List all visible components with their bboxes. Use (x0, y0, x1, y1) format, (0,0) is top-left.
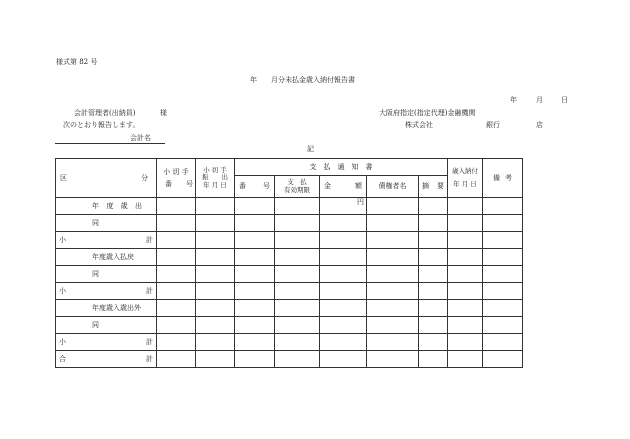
cell-kingaku[interactable] (320, 317, 367, 334)
header-kingaku: 金 額 (320, 176, 367, 198)
cell-bango[interactable] (235, 317, 275, 334)
cell-biko[interactable] (483, 249, 523, 266)
cell-kingaku[interactable] (320, 232, 367, 249)
cell-yuko-kigen[interactable] (275, 300, 320, 317)
cell-kingaku[interactable] (320, 334, 367, 351)
cell-biko[interactable] (483, 232, 523, 249)
bank-label: 銀行 (486, 121, 500, 129)
institution-label: 大阪府指定(指定代理)金融機関 (379, 109, 476, 117)
header-nofu-date: 歳入納付 年 月 日 (448, 159, 483, 198)
cell-kogitte-date[interactable] (196, 334, 235, 351)
cell-yuko-kigen[interactable] (275, 232, 320, 249)
cell-biko[interactable] (483, 300, 523, 317)
cell-nofu-date[interactable] (448, 198, 483, 215)
cell-biko[interactable] (483, 317, 523, 334)
cell-kingaku[interactable] (320, 351, 367, 368)
row-label: 合 計 (56, 351, 157, 368)
ki-label: 記 (307, 145, 314, 153)
cell-kogitte-date[interactable] (196, 283, 235, 300)
cell-kogitte-bango[interactable] (157, 283, 196, 300)
cell-nofu-date[interactable] (448, 215, 483, 232)
cell-saikensha[interactable] (367, 283, 419, 300)
cell-kogitte-date[interactable] (196, 317, 235, 334)
account-name-underline (55, 143, 165, 144)
cell-bango[interactable] (235, 232, 275, 249)
cell-kogitte-date[interactable] (196, 249, 235, 266)
cell-kogitte-bango[interactable] (157, 334, 196, 351)
cell-bango[interactable] (235, 334, 275, 351)
cell-bango[interactable] (235, 249, 275, 266)
cell-kingaku-yen[interactable] (320, 198, 367, 215)
cell-nofu-date[interactable] (448, 266, 483, 283)
row-label: 年度歳入歳出外 (56, 300, 157, 317)
cell-saikensha[interactable] (367, 215, 419, 232)
cell-bango[interactable] (235, 266, 275, 283)
body-text: 次のとおり報告します。 (63, 121, 140, 129)
table-row (56, 232, 591, 249)
cell-saikensha[interactable] (367, 249, 419, 266)
cell-kogitte-date[interactable] (196, 232, 235, 249)
cell-kogitte-bango[interactable] (157, 198, 196, 215)
table-row (56, 198, 591, 215)
cell-nofu-date[interactable] (448, 334, 483, 351)
cell-kingaku[interactable] (320, 249, 367, 266)
cell-nofu-date[interactable] (448, 300, 483, 317)
date-month-label: 月 (536, 96, 543, 104)
cell-nofu-date[interactable] (448, 351, 483, 368)
cell-tekiyo[interactable] (419, 215, 448, 232)
table-row (56, 266, 591, 283)
table-row (56, 351, 591, 368)
cell-kingaku[interactable] (320, 266, 367, 283)
cell-yuko-kigen[interactable] (275, 317, 320, 334)
header-bango: 番 号 (235, 176, 275, 198)
cell-tekiyo[interactable] (419, 198, 448, 215)
table-row (56, 215, 591, 232)
cell-nofu-date[interactable] (448, 283, 483, 300)
cell-kingaku[interactable] (320, 300, 367, 317)
cell-kogitte-date[interactable] (196, 198, 235, 215)
cell-saikensha[interactable] (367, 232, 419, 249)
cell-tekiyo[interactable] (419, 266, 448, 283)
table-row (56, 317, 591, 334)
cell-bango[interactable] (235, 300, 275, 317)
cell-tekiyo[interactable] (419, 249, 448, 266)
cell-tekiyo[interactable] (419, 317, 448, 334)
addressee-officer: 会計管理者(出納員) (74, 109, 136, 117)
date-day-label: 日 (561, 96, 568, 104)
header-saikensha: 債権者名 (367, 176, 419, 198)
header-tekiyo: 摘 要 (419, 176, 448, 198)
cell-saikensha[interactable] (367, 351, 419, 368)
cell-tekiyo[interactable] (419, 351, 448, 368)
cell-kogitte-bango[interactable] (157, 351, 196, 368)
account-name-label: 会計名 (130, 134, 151, 142)
cell-saikensha[interactable] (367, 334, 419, 351)
cell-kogitte-bango[interactable] (157, 249, 196, 266)
row-label: 年度歳入払戻 (56, 249, 157, 266)
row-label: 同 (56, 266, 157, 283)
cell-biko[interactable] (483, 215, 523, 232)
cell-saikensha[interactable] (367, 300, 419, 317)
cell-bango[interactable] (235, 283, 275, 300)
cell-kingaku[interactable] (320, 215, 367, 232)
cell-nofu-date[interactable] (448, 317, 483, 334)
cell-nofu-date[interactable] (448, 232, 483, 249)
cell-kogitte-date[interactable] (196, 300, 235, 317)
cell-kogitte-bango[interactable] (157, 300, 196, 317)
header-shiharai-tsuchisho: 支 払 通 知 書 (235, 159, 448, 176)
table-row (56, 249, 591, 266)
header-kogitte-date: 小 切 手 振 出 年 月 日 (196, 159, 235, 198)
branch-label: 店 (536, 121, 543, 129)
company-prefix: 株式会社 (405, 121, 433, 129)
cell-yuko-kigen[interactable] (275, 198, 320, 215)
cell-biko[interactable] (483, 334, 523, 351)
row-label: 同 (56, 317, 157, 334)
cell-biko[interactable] (483, 266, 523, 283)
cell-kogitte-bango[interactable] (157, 317, 196, 334)
header-kogitte-bango: 小 切 手 番 号 (157, 159, 196, 198)
yen-unit: 円 (357, 198, 364, 206)
cell-yuko-kigen[interactable] (275, 249, 320, 266)
report-table (55, 158, 591, 368)
cell-biko[interactable] (483, 283, 523, 300)
row-label: 同 (56, 215, 157, 232)
header-yuko-kigen: 支 払 有効期限 (275, 176, 320, 198)
cell-saikensha[interactable] (367, 266, 419, 283)
cell-yuko-kigen[interactable] (275, 266, 320, 283)
cell-saikensha[interactable] (367, 198, 419, 215)
cell-yuko-kigen[interactable] (275, 215, 320, 232)
cell-kogitte-date[interactable] (196, 351, 235, 368)
cell-bango[interactable] (235, 215, 275, 232)
table-row (56, 283, 591, 300)
cell-yuko-kigen[interactable] (275, 351, 320, 368)
cell-yuko-kigen[interactable] (275, 334, 320, 351)
date-year-label: 年 (510, 96, 517, 104)
cell-kogitte-date[interactable] (196, 266, 235, 283)
cell-bango[interactable] (235, 351, 275, 368)
cell-kingaku[interactable] (320, 283, 367, 300)
page-title: 年 月分未払金歳入納付報告書 (250, 76, 355, 84)
cell-biko[interactable] (483, 351, 523, 368)
table-row (56, 300, 591, 317)
cell-kogitte-date[interactable] (196, 215, 235, 232)
cell-yuko-kigen[interactable] (275, 283, 320, 300)
addressee-sama: 様 (160, 109, 167, 117)
cell-saikensha[interactable] (367, 317, 419, 334)
header-biko: 備 考 (483, 159, 523, 198)
form-number: 様式第 82 号 (56, 58, 98, 66)
table-row (56, 334, 591, 351)
cell-kogitte-bango[interactable] (157, 215, 196, 232)
cell-tekiyo[interactable] (419, 232, 448, 249)
row-label: 小 計 (56, 232, 157, 249)
cell-tekiyo[interactable] (419, 300, 448, 317)
row-label: 年 度 歳 出 (56, 198, 157, 215)
row-label: 小 計 (56, 334, 157, 351)
cell-kogitte-bango[interactable] (157, 232, 196, 249)
cell-nofu-date[interactable] (448, 249, 483, 266)
row-label: 小 計 (56, 283, 157, 300)
header-kubun: 区 分 (56, 159, 157, 198)
cell-biko[interactable] (483, 198, 523, 215)
cell-bango[interactable] (235, 198, 275, 215)
cell-tekiyo[interactable] (419, 334, 448, 351)
cell-tekiyo[interactable] (419, 283, 448, 300)
cell-kogitte-bango[interactable] (157, 266, 196, 283)
